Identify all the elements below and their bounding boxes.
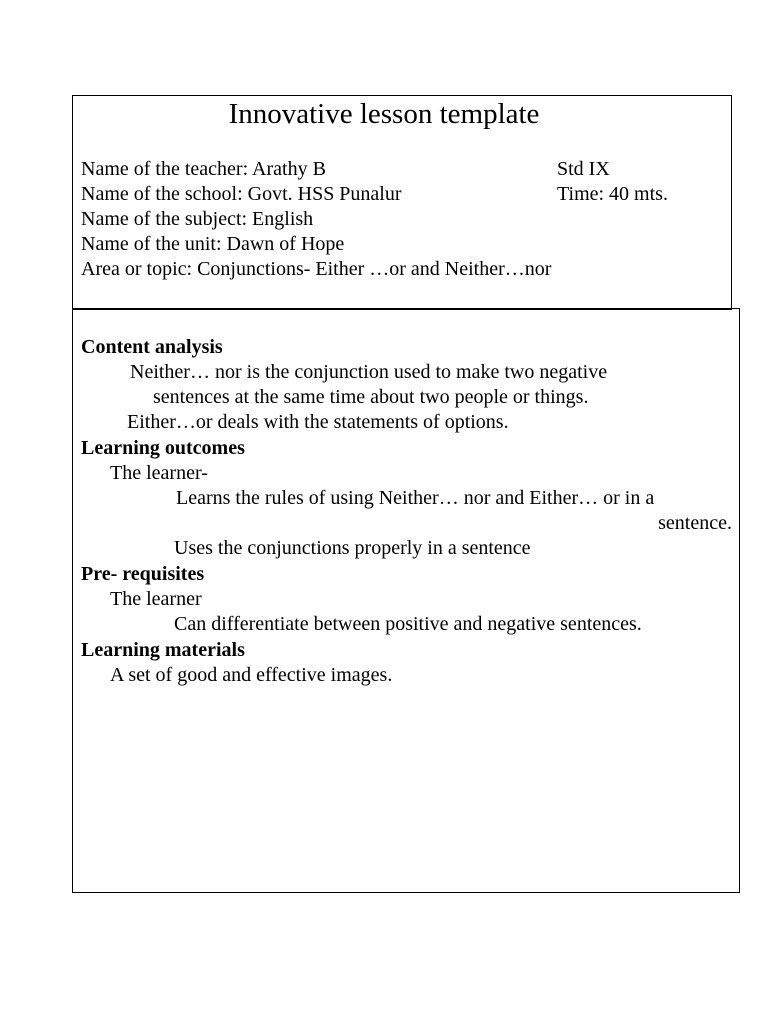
content-analysis-heading: Content analysis: [81, 336, 223, 358]
content-analysis-line: Neither… nor is the conjunction used to make two negative: [130, 361, 608, 383]
learning-outcome-item-continued: sentence.: [658, 512, 732, 534]
topic-area: Area or topic: Conjunctions- Either …or and Neither…nor: [81, 258, 552, 280]
learning-outcomes-intro: The learner-: [110, 462, 208, 484]
pre-requisite-item: Can differentiate between positive and negative sentences.: [174, 613, 642, 635]
learning-outcomes-heading: Learning outcomes: [81, 437, 245, 459]
learning-material-item: A set of good and effective images.: [110, 664, 393, 686]
unit-name: Name of the unit: Dawn of Hope: [81, 233, 345, 255]
teacher-name: Name of the teacher: Arathy B: [81, 158, 326, 180]
pre-requisites-intro: The learner: [110, 588, 202, 610]
standard: Std IX: [557, 158, 610, 180]
learning-outcome-item: Uses the conjunctions properly in a sentence: [174, 537, 531, 559]
content-analysis-line: sentences at the same time about two people or things.: [153, 386, 589, 408]
learning-materials-heading: Learning materials: [81, 639, 245, 661]
school-name: Name of the school: Govt. HSS Punalur: [81, 183, 402, 205]
pre-requisites-heading: Pre- requisites: [81, 563, 205, 585]
content-analysis-line: Either…or deals with the statements of options.: [127, 411, 509, 433]
lesson-time: Time: 40 mts.: [557, 183, 668, 205]
learning-outcome-item: Learns the rules of using Neither… nor and Either… or in a: [176, 487, 655, 509]
document-title: Innovative lesson template: [228, 98, 540, 130]
subject-name: Name of the subject: English: [81, 208, 314, 230]
